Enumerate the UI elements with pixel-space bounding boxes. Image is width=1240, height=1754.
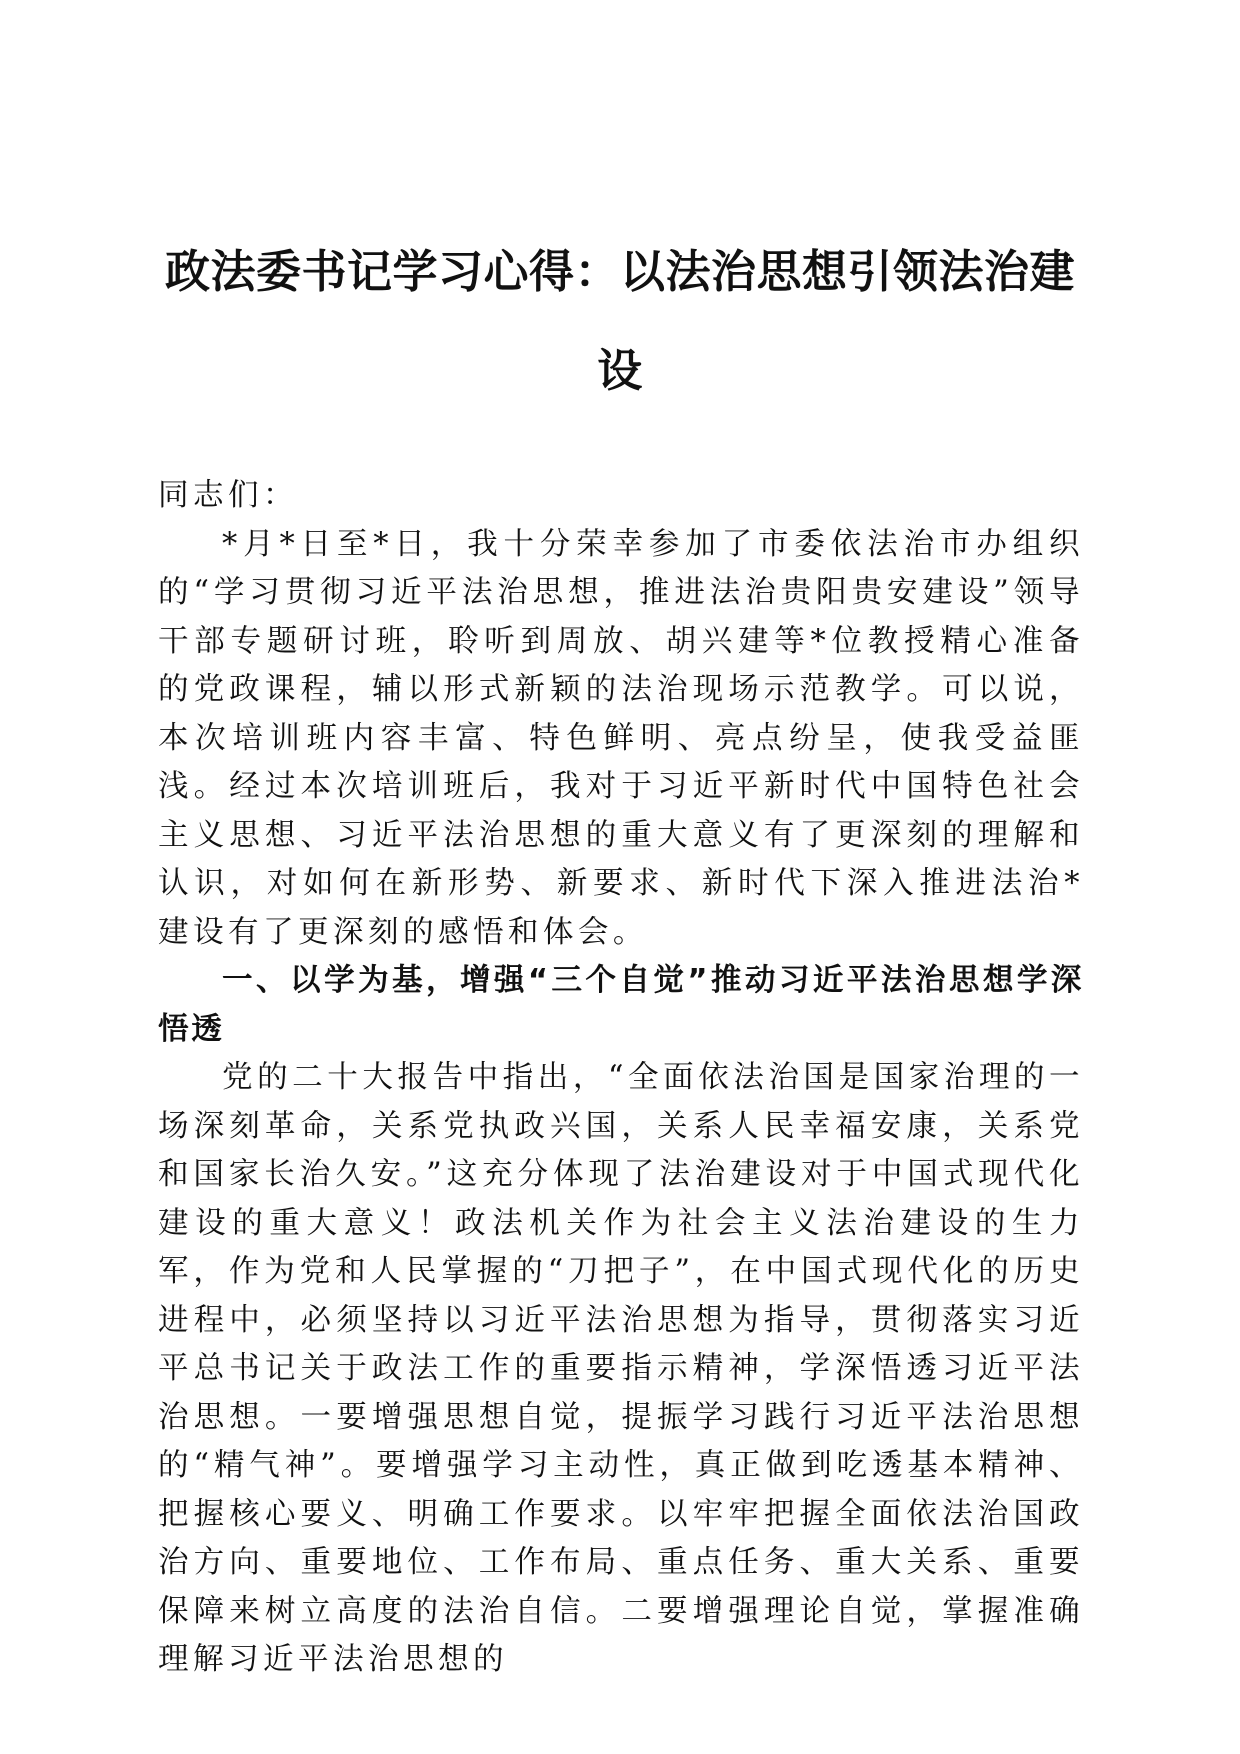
paragraph-intro: *月*日至*日，我十分荣幸参加了市委依法治市办组织的“学习贯彻习近平法治思想，推进法治贵阳贵安建设”领导干部专题研讨班，聆听到周放、胡兴建等*位教授精心准备的党政课程，辅以形式新颖的法治现场示范教学。可以说，本次培训班内容丰富、特色鲜明、亮点纷呈，使我受益匪浅。经过本次培训班后，我对于习近平新时代中国特色社会主义思想、习近平法治思想的重大意义有了更深刻的理解和认识，对如何在新形势、新要求、新时代下深入推进法治*建设有了更深刻的感悟和体会。 — [158, 526, 1084, 950]
document-body — [158, 472, 1084, 1685]
paragraph-section-1: 党的二十大报告中指出，“全面依法治国是国家治理的一场深刻革命，关系党执政兴国，关系人民幸福安康，关系党和国家长治久安。”这充分体现了法治建设对于中国式现代化建设的重大意义！政法机关作为社会主义法治建设的生力军，作为党和人民掌握的“刀把子”，在中国式现代化的历史进程中，必须坚持以习近平法治思想为指导，贯彻落实习近平总书记关于政法工作的重要指示精神，学深悟透习近平法治思想。一要增强思想自觉，提振学习践行习近平法治思想的“精气神”。要增强学习主动性，真正做到吃透基本精神、把握核心要义、明确工作要求。以牢牢把握全面依法治国政治方向、重要地位、工作布局、重点任务、重大关系、重要保障来树立高度的法治自信。二要增强理论自觉，掌握准确理解习近平法治思想的 — [158, 1060, 1084, 1677]
section-heading-1: 一、以学为基，增强“三个自觉”推动习近平法治思想学深悟透 — [158, 963, 1084, 1047]
document-title: 政法委书记学习心得：以法治思想引领法治建设 — [164, 245, 1075, 397]
salutation: 同志们： — [158, 478, 298, 513]
